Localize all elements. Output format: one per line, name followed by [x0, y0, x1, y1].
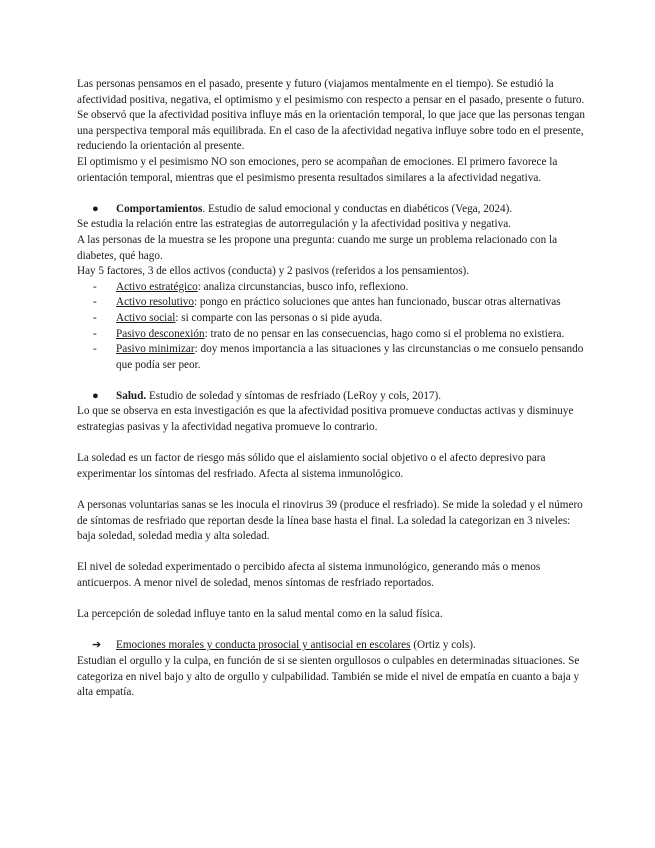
salud-paragraph-2: La soledad es un factor de riesgo más sólido que el aislamiento social objetivo o el afecto depresivo para experimentar los síntomas del resfriado. Afecta al sistema inmunológico.: [77, 452, 546, 480]
spacer: [77, 482, 585, 498]
factor-term: Activo estratégico: [116, 280, 198, 293]
factor-term: Activo resolutivo: [116, 296, 194, 309]
bullet-icon: ●: [92, 389, 99, 402]
comportamientos-paragraph-3: Hay 5 factores, 3 de ellos activos (conducta) y 2 pasivos (referidos a los pensamientos).: [77, 265, 470, 278]
spacer: [77, 545, 585, 561]
list-item: [77, 327, 585, 343]
list-item: [77, 342, 585, 373]
salud-heading-rest: Estudio de soledad y síntomas de resfriado (LeRoy y cols, 2017).: [146, 389, 442, 402]
list-item: [77, 280, 585, 296]
spacer: [77, 592, 585, 608]
factors-list: [77, 280, 585, 374]
spacer: [77, 373, 585, 389]
dash-marker: -: [93, 280, 97, 293]
spacer: [77, 623, 585, 639]
comportamientos-heading: [77, 202, 585, 218]
list-item: [77, 295, 585, 311]
factor-term: Pasivo minimizar: [116, 343, 195, 356]
list-item: [77, 311, 585, 327]
emociones-paragraph-1: Estudian el orgullo y la culpa, en función de si se sienten orgullosos o culpables en determinadas situaciones. Se categoriza en nivel bajo y alto de orgullo y culpabilidad. También se mide el nivel de empatía en cuanto a baja y alta empatía.: [77, 654, 580, 699]
dash-marker: -: [93, 327, 97, 340]
factor-description: : doy menos importancia a las situaciones y las circunstancias o me consuelo pensando que podía ser peor.: [116, 343, 584, 371]
emociones-heading-rest: (Ortiz y cols).: [410, 639, 476, 652]
salud-heading: [77, 389, 585, 405]
salud-paragraph-5: La percepción de soledad influye tanto en la salud mental como en la salud física.: [77, 608, 443, 621]
factor-description: : pongo en práctico soluciones que antes han funcionado, buscar otras alternativas: [194, 296, 561, 309]
intro-paragraph-2: Se observó que la afectividad positiva influye más en la orientación temporal, lo que jace que las personas tengan una perspectiva temporal más equilibrada. En el caso de la afectividad negativa influye sobre todo en el presente, reduciendo la orientación al presente.: [77, 109, 585, 153]
intro-paragraph-1: Las personas pensamos en el pasado, presente y futuro (viajamos mentalmente en el tiempo). Se estudió la afectividad positiva, negativa, el optimismo y el pesimismo con respecto a pensar en el pasado, presente o futuro.: [77, 78, 585, 106]
emociones-title: Emociones morales y conducta prosocial y antisocial en escolares: [116, 639, 411, 652]
comportamientos-title: Comportamientos: [116, 202, 203, 215]
dash-marker: -: [93, 343, 97, 356]
dash-marker: -: [93, 296, 97, 309]
intro-paragraph-3: El optimismo y el pesimismo NO son emociones, pero se acompañan de emociones. El primero favorece la orientación temporal, mientras que el pesimismo presenta resultados similares a la afectividad negativa.: [77, 155, 558, 184]
factor-term: Pasivo desconexión: [116, 327, 205, 340]
emociones-heading: [77, 638, 585, 654]
factor-description: : si comparte con las personas o si pide ayuda.: [175, 311, 383, 324]
salud-paragraph-4: El nivel de soledad experimentado o percibido afecta al sistema inmunológico, generando más o menos anticuerpos. A menor nivel de soledad, menos síntomas de resfriado reportados.: [77, 561, 541, 589]
factor-description: : trato de no pensar en las consecuencias, hago como si el problema no existiera.: [204, 327, 565, 340]
spacer: [77, 186, 585, 202]
comportamientos-paragraph-1: Se estudia la relación entre las estrategias de autorregulación y la afectividad positiva y negativa.: [77, 218, 511, 231]
comportamientos-paragraph-2: A las personas de la muestra se les propone una pregunta: cuando me surge un problema relacionado con la diabetes, qué hago.: [77, 233, 558, 262]
factor-term: Activo social: [116, 311, 176, 324]
spacer: [77, 436, 585, 452]
bullet-icon: ●: [92, 202, 99, 215]
factor-description: : analiza circunstancias, busco info, reflexiono.: [197, 280, 409, 293]
comportamientos-heading-rest: . Estudio de salud emocional y conductas en diabéticos (Vega, 2024).: [202, 202, 513, 215]
salud-paragraph-1: Lo que se observa en esta investigación es que la afectividad positiva promueve conductas activas y disminuye estrategias pasivas y la afectividad negativa promueve lo contrario.: [77, 405, 574, 434]
dash-marker: -: [93, 311, 97, 324]
salud-paragraph-3: A personas voluntarias sanas se les inocula el rinovirus 39 (produce el resfriado). Se mide la soledad y el número de síntomas de resfriado que reportan desde la línea base hasta el final. La soledad la categorizan en 3 niveles: baja soledad, soledad media y alta soledad.: [77, 499, 583, 543]
arrow-icon: ➔: [92, 639, 102, 652]
salud-title: Salud.: [116, 389, 147, 402]
document-body: [77, 77, 585, 701]
